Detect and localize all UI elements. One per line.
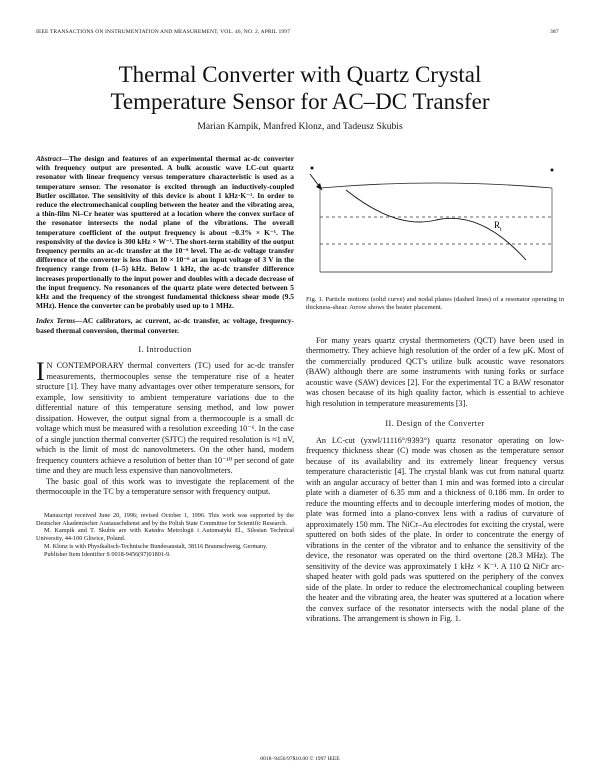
label-r: R — [494, 220, 501, 230]
left-column — [36, 154, 294, 559]
index-terms — [36, 316, 294, 334]
intro-paragraph-1-text: N CONTEMPORARY thermal converters (TC) used for ac-dc transfer measurements, thermocouples sense the temperature rise of a heater structure [1]. They have many advantages over other temperature sensors, for example, low sensitivity to ambient temperature variations due to the differential nature of this temperature sensing method, and low power dissipation. However, the output signal from a thermocouple is a small dc voltage which must be measured with a resolution exceeding 10⁻⁶. In the case of a single junction thermal converter (SJTC) the required resolution is ≈1 nV, which is the limit of most dc nanovoltmeters. On the other hand, modern frequency counters achieve a resolution of better than 10⁻¹⁰ per second of gate time and they are much less expensive than nanovoltmeters. — [36, 361, 294, 476]
abstract-text: The design and features of an experimental thermal ac-dc converter with frequency output are presented. A bulk acoustic wave LC-cut quartz resonator with linear frequency versus temperature characteristic is used as a temperature sensor. The resonator is excited through an inductively-coupled Butler oscillator. The sensitivity of this device is about 1 kHz·K⁻¹. In order to reduce the electromechanical coupling between the heater and the vibrating area, a thin-film Ni–Cr heater was sputtered at a location where the convex surface of the resonator intersects the nodal plane of the vibrations. The overall temperature coefficient of the output frequency is about −0.3% × K⁻¹. The responsivity of the device is 300 kHz × W⁻¹. The short-term stability of the output frequency permits an ac-dc transfer at the 10⁻⁶ level. The ac-dc voltage transfer difference of the converter is less than 10 × 10⁻⁶ at an input voltage of 3 V in the frequency range from (1–5) kHz. Below 1 kHz, the ac-dc transfer difference increases proportionally to the input power and doubles with a decade decrease of the input frequency. No resonances of the quartz plate were detected between 5 kHz and the frequency of the strongest fundamental thickness shear mode (9.5 MHz). Hence the converter can be probably used up to 1 MHz. — [36, 154, 294, 311]
copyright-footer: 0018–9456/97$10.00 © 1997 IEEE — [260, 756, 340, 762]
footnote: M. Klonz is with Physikalisch-Technische Bundesanstalt, 38116 Braunschweig, Germany. — [44, 543, 268, 551]
dot-marker — [311, 167, 314, 170]
paper-title-line1: Thermal Converter with Quartz Crystal — [118, 62, 482, 87]
paper-title-line2: Temperature Sensor for AC–DC Transfer — [110, 89, 490, 114]
dot-marker — [551, 169, 554, 172]
index-terms-text: AC calibrators, ac current, ac-dc transfer, ac voltage, frequency-based thermal conversion, thermal converter. — [36, 316, 294, 335]
heater-arrow-head — [316, 183, 322, 190]
abstract — [36, 154, 294, 310]
footnote: Publisher Item Identifier S 0018-9456(97)01801-9. — [44, 550, 171, 558]
abstract-label: Abstract— — [36, 154, 69, 163]
footnote: M. Kampik and T. Skubis are with Katedra Metrologii i Automatyki El., Silesian Technical University, 44-100 Gliwice, Poland. — [36, 527, 294, 543]
running-header: IEEE TRANSACTIONS ON INSTRUMENTATION AND MEASUREMENT, VOL. 46, NO. 2, APRIL 1997 — [36, 29, 291, 35]
drop-cap: I — [36, 357, 45, 387]
intro-paragraph-1 — [36, 357, 294, 477]
plate-top-surface — [320, 183, 552, 188]
figure-1-caption: Fig. 1. Particle motions (solid curve) and nodal planes (dashed lines) of a resonator operating in thickness-shear. Arrow shows the heater placement. — [306, 295, 564, 311]
figure-1-diagram — [306, 160, 564, 280]
authors: Marian Kampik, Manfred Klonz, and Tadeusz Skubis — [197, 121, 403, 132]
right-column — [306, 160, 564, 625]
page-number: 387 — [550, 29, 559, 35]
right-paragraph-1: For many years quartz crystal thermometers (QCT) have been used in thermometry. They achieve high resolution of the order of a few μK. Most of the commercially produced QCT's utilize bulk acoustic wave resonators (BAW) although there are some instruments with tuning forks or surface acoustic wave (SAW) devices [2]. For the experimental TC a BAW resonator was chosen because of its high quality factor, which is essential to achieve high resolution in temperature measurements [3]. — [306, 335, 564, 408]
intro-paragraph-2: The basic goal of this work was to investigate the replacement of the thermocouple in the TC by a temperature sensor with frequency output. — [36, 476, 294, 497]
section-1-heading: I. Introduction — [138, 344, 192, 354]
right-paragraph-2: An LC-cut (yxwl/11116°/9393°) quartz resonator operating on low-frequency thickness shear (C) mode was chosen as the temperature sensor because of its availability and its extremely linear frequency versus temperature characteristic [4]. The crystal blank was cut from natural quartz with an angular accuracy of better than 1 min and was formed into a circular plate with a diameter of 6.35 mm and a thickness of 0.186 mm. In order to reduce the mounting effects and to decouple interfering modes of motion, the plate was formed into a plano-convex lens with a radius of curvature of approximately 150 mm. The NiCr–Au electrodes for exciting the crystal, were sputtered on both sides of the plate. In order to concentrate the energy of vibrations in the center of the vibrator and to enhance the sensitivity of the device, the resonator was operated on the third overtone (28.3 MHz). The sensitivity of the device was approximately 1 kHz × K⁻¹. A 110 Ω NiCr arc-shaped heater with gold pads was sputtered on the periphery of the convex side of the plate. In order to reduce the electromechanical coupling between the heater and the vibrating area, the heater was sputtered at a location where the convex surface of the resonator intersects with the nodal plane of the vibrations. The arrangement is shown in Fig. 1. — [306, 435, 564, 624]
footnotes — [36, 512, 294, 559]
index-terms-label: Index Terms— — [36, 316, 83, 326]
footnote: Manuscript received June 20, 1996; revised October 1, 1996. This work was supported by the Deutscher Akademischer Austauschdienst and by the Polish State Committee for Scientific Research. — [36, 511, 294, 527]
section-2-heading: II. Design of the Converter — [385, 419, 485, 429]
label-r-sub: t — [500, 227, 502, 233]
